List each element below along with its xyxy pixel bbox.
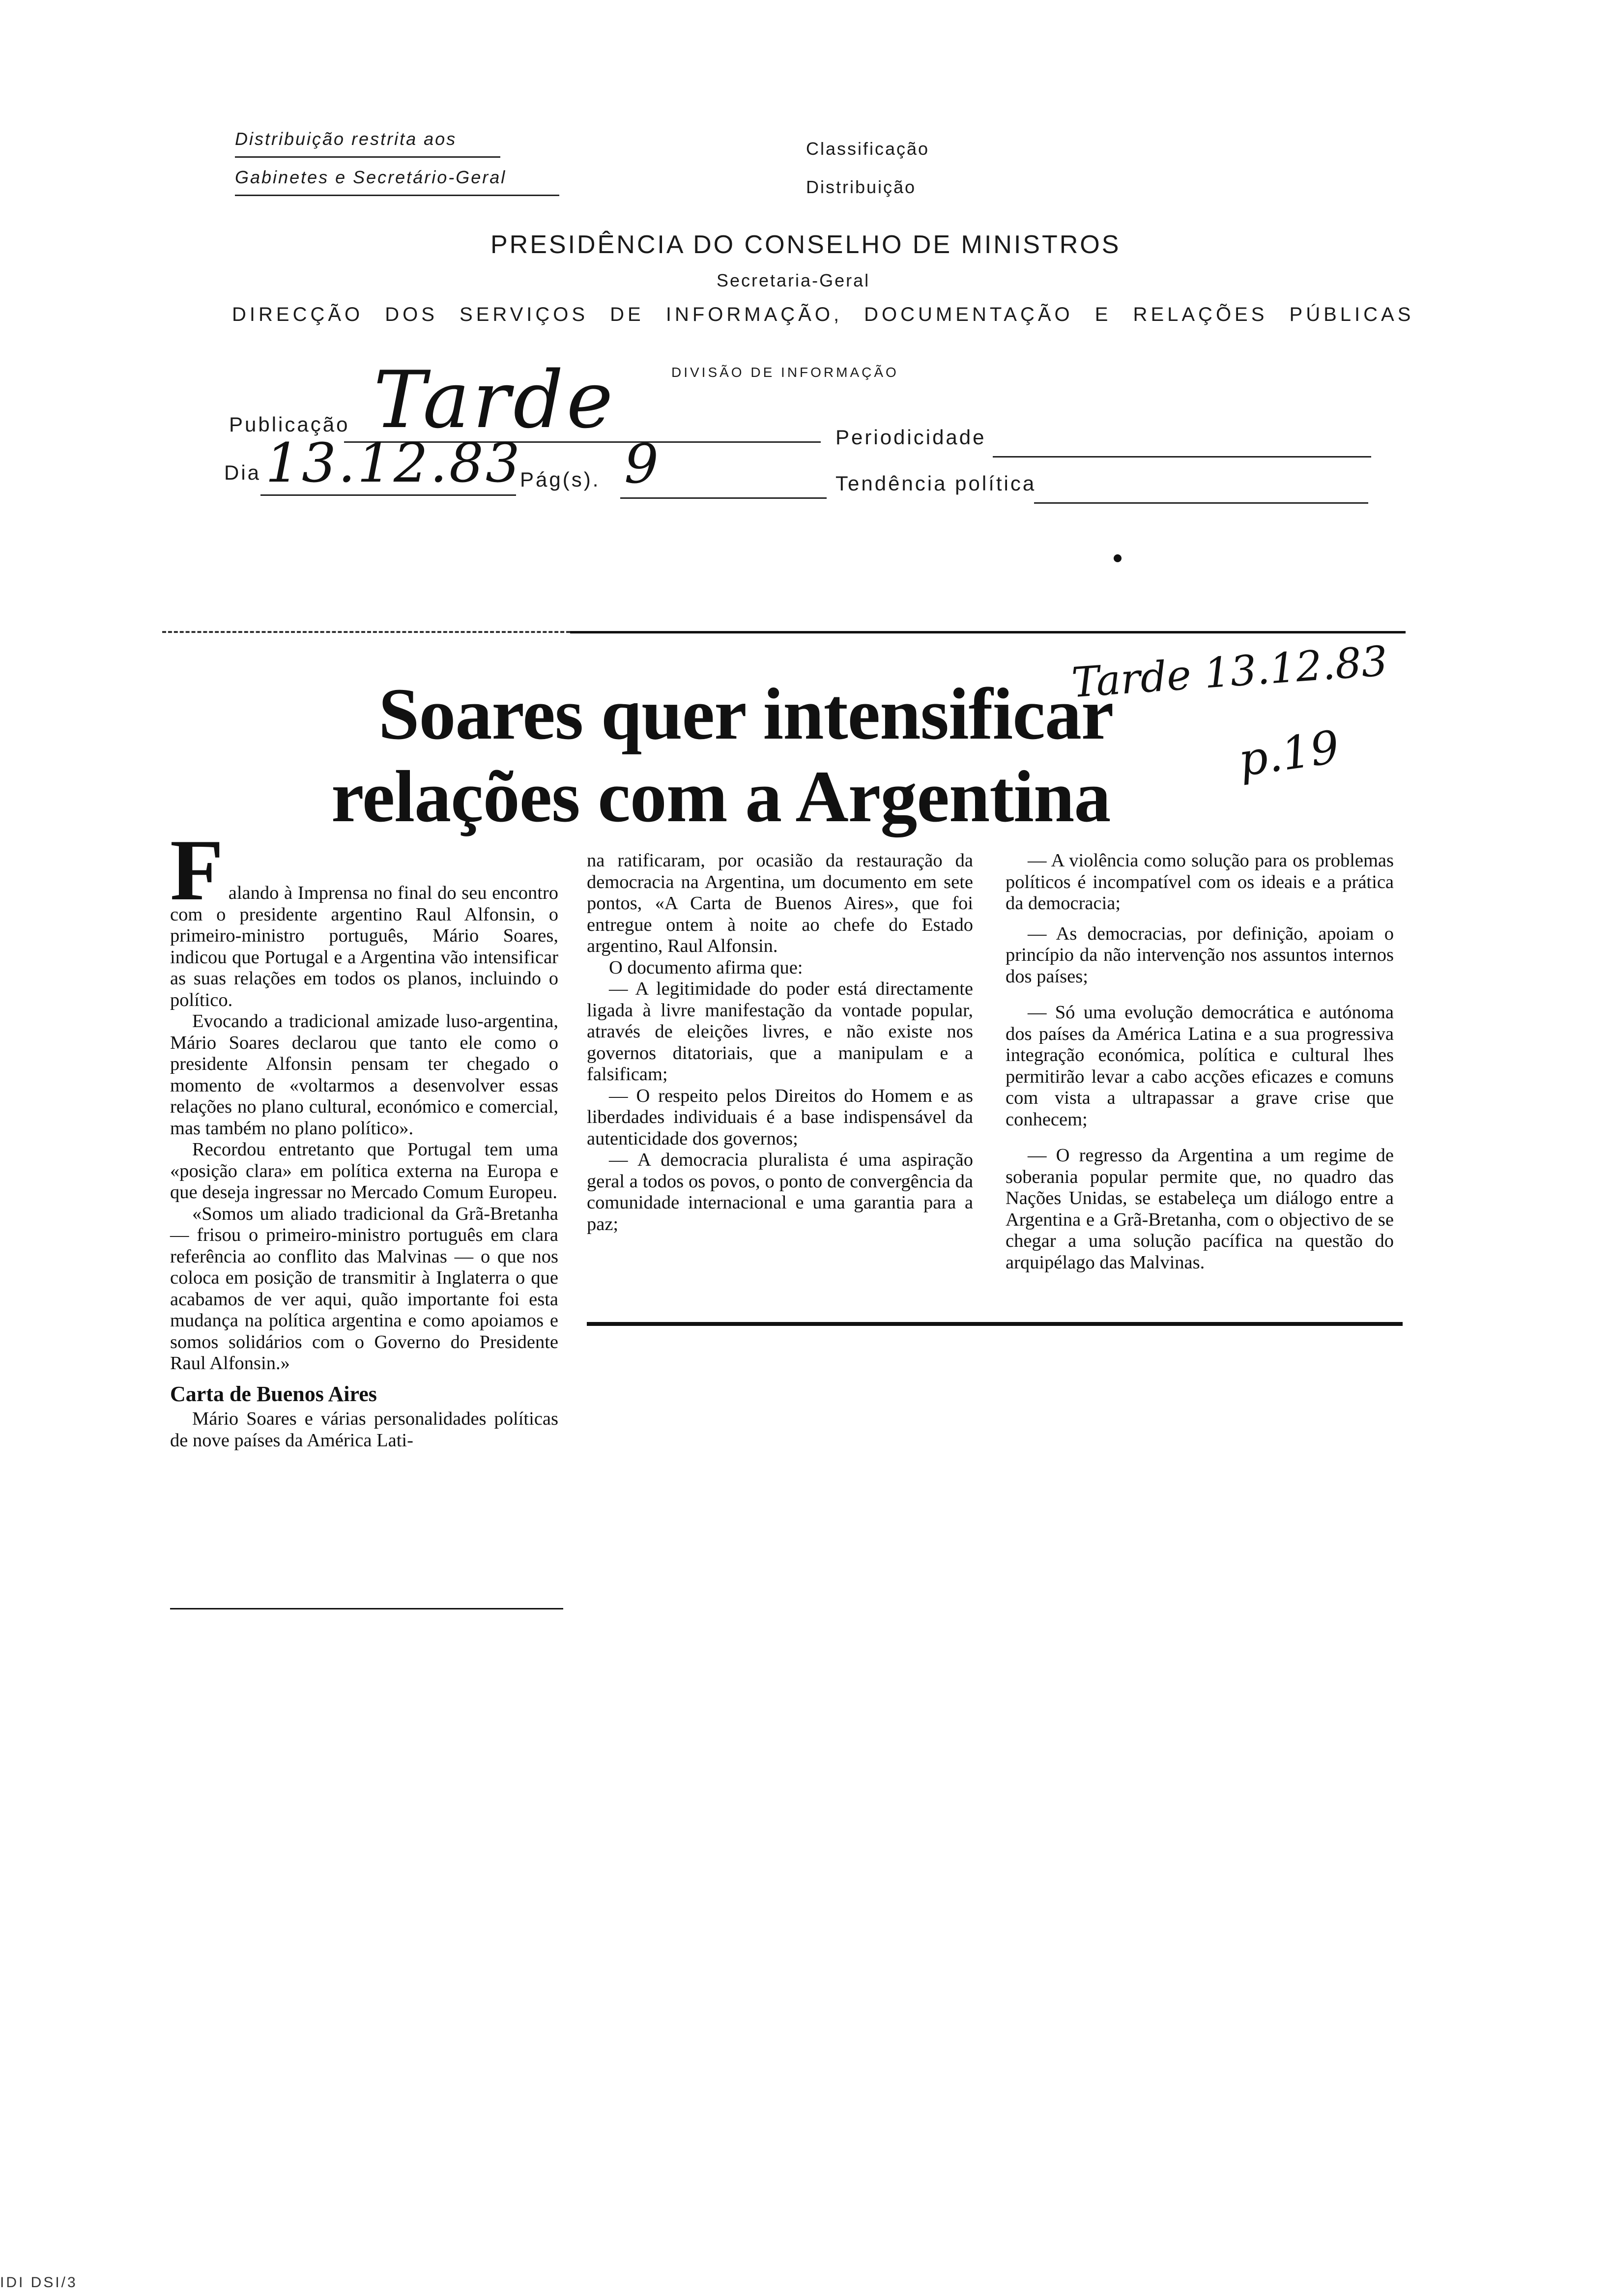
restricted-underline-2 <box>235 195 559 196</box>
headline-line1: Soares quer intensificar <box>378 673 1114 755</box>
dia-value: 13.12.83 <box>265 431 522 494</box>
col1-paragraph-5: Mário Soares e várias personalidades políticas de nove países da América Lati- <box>170 1408 558 1451</box>
clip-top-rule <box>570 631 1406 633</box>
clip-dashed-rule <box>162 631 570 633</box>
divisao-line: DIVISÃO DE INFORMAÇÃO <box>671 365 899 380</box>
col1-paragraph-3: Recordou entretanto que Portugal tem uma «posição clara» em política externa na Europa e que deseja ingressar no Mercado Comum Europeu. <box>170 1139 558 1203</box>
pags-field-line <box>620 497 827 499</box>
dia-label: Dia <box>224 461 261 484</box>
restricted-underline-1 <box>235 156 500 158</box>
pags-label: Pág(s). <box>520 468 601 491</box>
tendencia-label: Tendência política <box>835 472 1036 495</box>
restricted-distribution-line1: Distribuição restrita aos <box>235 129 457 149</box>
annotation-page: p.19 <box>1235 720 1343 787</box>
col3-point-4: — O regresso da Argentina a um regime de soberania popular permite que, no quadro das Nações Unidas, se estabeleça um diálogo entre a Argentina e a Grã-Bretanha, com o objectivo de se chegar a uma solução pacífica na questão do arquipélago das Malvinas. <box>1006 1145 1394 1273</box>
article-column-2 <box>587 850 973 1235</box>
col1-paragraph-4: «Somos um aliado tradicional da Grã-Bretanha — frisou o primeiro-ministro português em clara referência ao conflito das Malvinas — o que nos coloca em posição de transmitir à Inglaterra o que acabamos de ver aqui, quão importante foi esta mudança na política argentina e como apoiamos e somos solidários com o Governo do Presidente Raul Alfonsin.» <box>170 1203 558 1374</box>
col2-point-1: — A legitimidade do poder está directamente ligada à livre manifestação da vontade popular, através de eleições livres, e não existe nos governos ditatoriais, que a manipulam e a falsificam; <box>587 978 973 1085</box>
annotation-source-date: Tarde 13.12.83 <box>1070 636 1389 707</box>
presidencia-title: PRESIDÊNCIA DO CONSELHO DE MINISTROS <box>490 230 1121 259</box>
direccao-line: DIRECÇÃO DOS SERVIÇOS DE INFORMAÇÃO, DOCUMENTAÇÃO E RELAÇÕES PÚBLICAS <box>232 304 1414 325</box>
article-bottom-rule <box>587 1322 1403 1326</box>
footer-code: IDI DSI/3 <box>0 2274 78 2291</box>
col3-point-2: — As democracias, por definição, apoiam o princípio da não intervenção nos assuntos internos dos países; <box>1006 923 1394 987</box>
tendencia-field-line <box>1034 502 1368 504</box>
drop-cap: F <box>170 821 224 918</box>
classificacao-label: Classificação <box>806 139 930 159</box>
headline-line2: relações com a Argentina <box>331 756 1111 837</box>
pags-value: 9 <box>624 432 659 495</box>
col3-point-3: — Só uma evolução democrática e autónoma dos países da América Latina e a sua progressiva integração económica, política e cultural lhes permitirão levar a cabo acções eficazes e comuns com vista a ultrapassar a grave crise que conhecem; <box>1006 1002 1394 1130</box>
subhead-carta: Carta de Buenos Aires <box>170 1381 377 1406</box>
distribuicao-label: Distribuição <box>806 177 917 197</box>
col3-point-1: — A violência como solução para os problemas políticos é incompatível com os ideais e a prática da democracia; <box>1006 850 1394 914</box>
secretaria-geral: Secretaria-Geral <box>717 270 870 290</box>
publicacao-value: Tarde <box>374 354 616 446</box>
dia-field-line <box>260 494 516 496</box>
col1-end-rule <box>170 1608 563 1609</box>
col1-paragraph-2: Evocando a tradicional amizade luso-argentina, Mário Soares declarou que tanto ele como o presidente Alfonsin pensam ter chegado o momento de «voltarmos a desenvolver essas relações no plano cultural, económico e comercial, mas também no plano político». <box>170 1011 558 1139</box>
col2-point-2: — O respeito pelos Direitos do Homem e as liberdades individuais é a base indispensável da autenticidade dos governos; <box>587 1085 973 1149</box>
col1-paragraph-1: alando à Imprensa no final do seu encontro com o presidente argentino Raul Alfonsin, o primeiro-ministro português, Mário Soares, indicou que Portugal e a Argentina vão intensificar as suas relações em todos os planos, incluindo o político. <box>170 883 558 1010</box>
col2-point-3: — A democracia pluralista é uma aspiração geral a todos os povos, o ponto de convergência da comunidade internacional e uma garantia para a paz; <box>587 1149 973 1234</box>
publicacao-label: Publicação <box>229 413 350 436</box>
article-column-3 <box>1006 850 1394 1273</box>
periodicidade-label: Periodicidade <box>835 426 986 449</box>
periodicidade-field-line <box>993 456 1371 458</box>
restricted-distribution-line2: Gabinetes e Secretário-Geral <box>235 167 507 187</box>
col2-paragraph-1: na ratificaram, por ocasião da restauração da democracia na Argentina, um documento em sete pontos, «A Carta de Buenos Aires», que foi entregue ontem à noite ao chefe do Estado argentino, Raul Alfonsin. <box>587 850 973 956</box>
bullet-dot <box>1114 554 1122 562</box>
article-column-1 <box>170 821 558 1451</box>
col2-paragraph-2: O documento afirma que: <box>609 957 803 978</box>
